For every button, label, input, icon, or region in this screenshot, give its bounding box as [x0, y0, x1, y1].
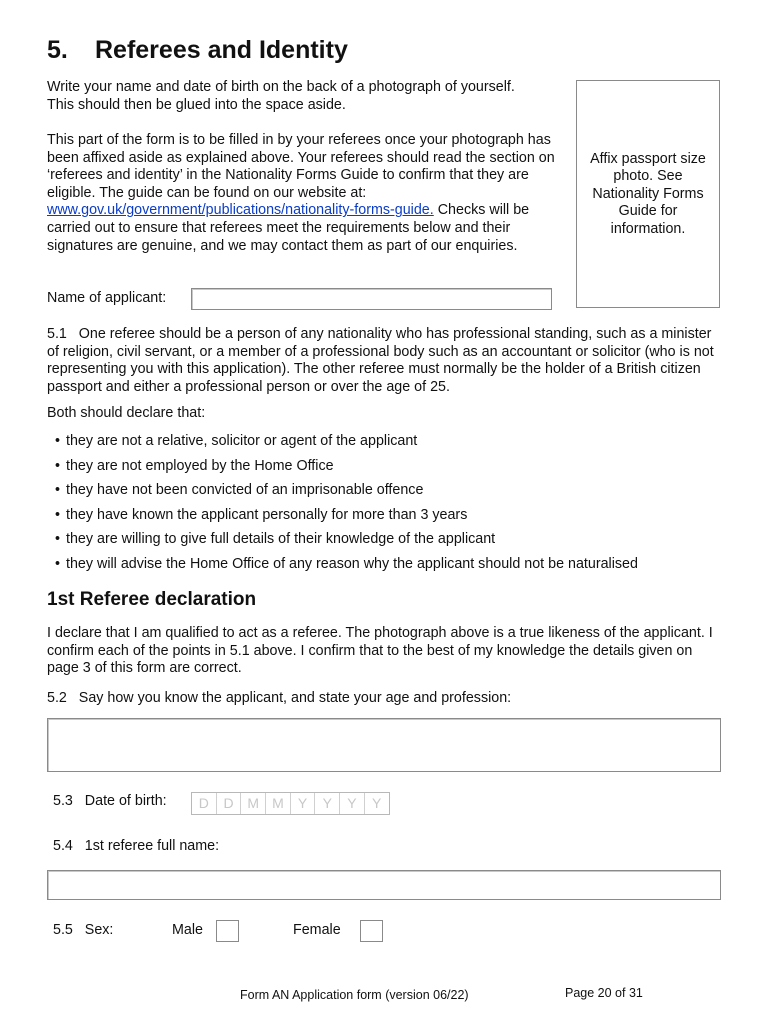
referee-declaration: I declare that I am qualified to act as a referee. The photograph above is a true likeness of the applicant. I confirm each of the points in 5.1 above. I confirm that to the best of my knowledge the details given on page 3 of this form are correct.	[47, 625, 713, 677]
male-label: Male	[172, 922, 203, 938]
declare-intro: Both should declare that:	[47, 405, 206, 421]
dob-year-cell[interactable]: Y	[340, 793, 365, 814]
question-5-5	[53, 922, 113, 940]
declaration-list	[55, 433, 638, 580]
question-5-4-number: 5.4	[53, 838, 73, 854]
list-item: • they have known the applicant personally for more than 3 years	[55, 507, 638, 532]
male-checkbox[interactable]	[216, 920, 239, 942]
applicant-name-label: Name of applicant:	[47, 290, 167, 306]
female-label: Female	[293, 922, 341, 938]
question-5-4-label: 1st referee full name:	[84, 838, 220, 854]
list-item: • they will advise the Home Office of any reason why the applicant should not be naturalised	[55, 556, 638, 581]
passport-photo-box	[576, 80, 720, 308]
date-of-birth-input[interactable]	[191, 792, 390, 815]
question-5-3-number: 5.3	[53, 793, 73, 809]
intro-paragraph-2-text: This part of the form is to be filled in by your referees once your photograph has been affixed aside as explained above. Your referees should read the section on ‘referees and identity’ in the Nationality Forms Guide to confirm that they are eligible. The guide can be found on our website at:	[47, 132, 555, 201]
question-5-3	[53, 793, 167, 811]
applicant-name-input[interactable]	[191, 288, 552, 310]
list-item: • they have not been convicted of an imprisonable offence	[55, 482, 638, 507]
intro-paragraph-2-text-end: Checks will be carried out to ensure that referees meet the requirements below and their signatures are genuine, and we may contact them as part of our enquiries.	[47, 202, 530, 254]
dob-month-cell[interactable]: M	[266, 793, 291, 814]
nationality-forms-guide-link[interactable]: www.gov.uk/government/publications/nationality-forms-guide.	[47, 202, 434, 219]
footer-form-name: Form AN Application form (version 06/22)	[240, 988, 469, 1002]
dob-year-cell[interactable]: Y	[371, 795, 382, 811]
list-item: • they are not a relative, solicitor or agent of the applicant	[55, 433, 638, 458]
list-item: • they are not employed by the Home Office	[55, 458, 638, 483]
dob-year-cell[interactable]: Y	[291, 793, 316, 814]
question-5-1-number: 5.1	[47, 326, 67, 342]
section-number: 5.	[47, 36, 68, 64]
know-applicant-textarea[interactable]	[47, 718, 721, 772]
section-title	[47, 36, 348, 65]
dob-month-cell[interactable]: M	[241, 793, 266, 814]
question-5-1-text: One referee should be a person of any nationality who has professional standing, such as a minister of religion, civil servant, or a member of a professional body such as an accountant or solicitor (who is not representing you with this application). The other referee must normally be the holder of a British citizen passport and either a professional person or over the age of 25.	[47, 326, 714, 395]
intro-paragraph-1: Write your name and date of birth on the back of a photograph of yourself. This should then be glued into the space aside.	[47, 79, 515, 113]
question-5-3-label: Date of birth:	[84, 793, 167, 809]
question-5-1	[47, 326, 727, 396]
question-5-4	[53, 838, 219, 856]
dob-year-cell[interactable]: Y	[315, 793, 340, 814]
referee-heading: 1st Referee declaration	[47, 589, 257, 610]
list-item: • they are willing to give full details of their knowledge of the applicant	[55, 531, 638, 556]
section-title-text: Referees and Identity	[95, 36, 348, 64]
photo-box-instructions: Affix passport size photo. See Nationality Forms Guide for information.	[590, 151, 706, 237]
question-5-2-number: 5.2	[47, 690, 67, 706]
dob-day-cell[interactable]: D	[192, 793, 217, 814]
intro-paragraph-2	[47, 132, 559, 255]
referee-full-name-input[interactable]	[47, 870, 721, 900]
question-5-2-label: Say how you know the applicant, and state your age and profession:	[78, 690, 512, 706]
footer-page-number: Page 20 of 31	[565, 986, 643, 1000]
question-5-5-number: 5.5	[53, 922, 73, 938]
question-5-5-label: Sex:	[84, 922, 114, 938]
female-checkbox[interactable]	[360, 920, 383, 942]
question-5-2	[47, 690, 511, 708]
dob-day-cell[interactable]: D	[217, 793, 242, 814]
